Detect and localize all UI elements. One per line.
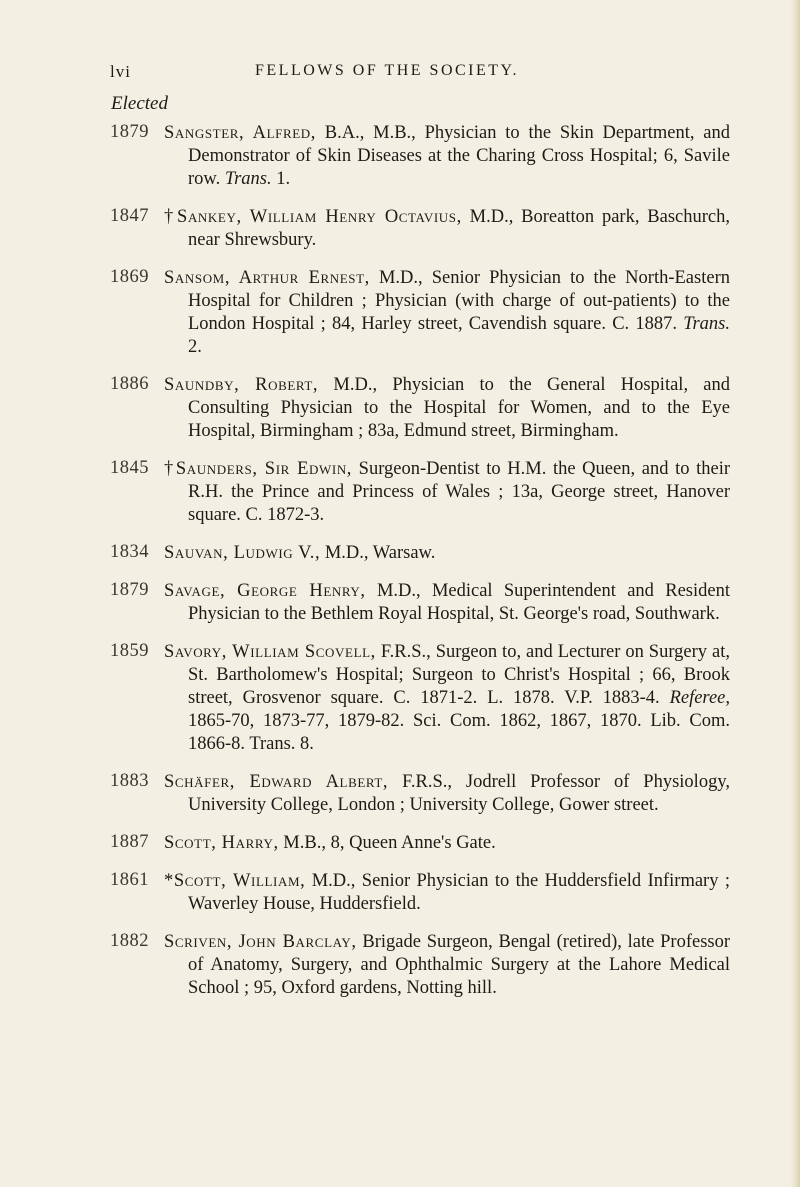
entry-year: 1834 (110, 542, 149, 562)
entry-text (164, 832, 730, 855)
entry-name: †Sankey, William Henry Octavius, (164, 207, 462, 227)
entry-name: Savage, George Henry, (164, 581, 366, 601)
entry-year: 1887 (110, 832, 149, 852)
page-number: lvi (110, 62, 131, 81)
entry-text (164, 931, 730, 1000)
entry-year: 1869 (110, 267, 149, 287)
entry-text (164, 374, 730, 443)
entry-year: 1859 (110, 641, 149, 661)
running-head: FELLOWS OF THE SOCIETY. (255, 62, 520, 79)
list-item (110, 832, 730, 855)
entry-details: M.D., Physician to the General Hospital, and Consulting Physician to the Hospital for Women, and to the Eye Hospital, Birmingham ; 83a, Edmund street, Birmingham. (188, 375, 731, 441)
entry-name: Saundby, Robert, (164, 375, 319, 395)
entry-name: Sansom, Arthur Ernest, (164, 268, 370, 288)
entry-details: Brigade Surgeon, Bengal (retired), late Professor of Anatomy, Surgery, and Ophthalmic Surgery at the Lahore Medical School ; 95, Oxford gardens, Notting hill. (188, 932, 730, 998)
list-item (110, 771, 730, 817)
entry-details: M.B., 8, Queen Anne's Gate. (278, 833, 496, 853)
section-label: Elected (111, 93, 168, 114)
list-item (110, 641, 730, 756)
entry-ref: Trans. (683, 314, 730, 334)
list-item (110, 458, 730, 527)
entry-year: 1882 (110, 931, 149, 951)
entry-text (164, 771, 730, 817)
entry-text (164, 458, 730, 527)
entry-text (164, 870, 730, 916)
entry-text (164, 206, 730, 252)
entry-text (164, 580, 730, 626)
entry-year: 1861 (110, 870, 149, 890)
list-item (110, 267, 730, 359)
entry-details: M.D., Warsaw. (320, 543, 436, 563)
entry-details: M.D., Medical Superintendent and Resident Physician to the Bethlem Royal Hospital, St. George's road, Southwark. (188, 581, 730, 624)
entry-details: M.D., Senior Physician to the Huddersfield Infirmary ; Waverley House, Huddersfield. (188, 871, 730, 914)
entry-name: Schäfer, Edward Albert, (164, 772, 389, 792)
entry-text (164, 267, 730, 359)
entry-details-tail: 1865-70, 1873-77, 1879-82. Sci. Com. 1862, 1867, 1870. Lib. Com. 1866-8. Trans. 8. (188, 711, 730, 754)
entry-year: 1879 (110, 580, 149, 600)
entry-text (164, 641, 730, 756)
entry-text (164, 122, 730, 191)
entry-details: B.A., M.B., Physician to the Skin Department, and Demonstrator of Skin Diseases at the Charing Cross Hospital; 6, Savile row. (188, 123, 730, 189)
entry-ref: Referee, (669, 688, 730, 708)
list-item (110, 374, 730, 443)
entry-year: 1845 (110, 458, 149, 478)
list-item (110, 870, 730, 916)
entry-name: Scriven, John Barclay, (164, 932, 357, 952)
fellows-list (110, 122, 730, 1015)
entry-name: *Scott, William, (164, 871, 306, 891)
page-edge (790, 0, 800, 1187)
list-item (110, 580, 730, 626)
entry-text (164, 542, 730, 565)
page-header (110, 62, 730, 86)
entry-details: M.D., Senior Physician to the North-Eastern Hospital for Children ; Physician (with charge of out-patients) to the London Hospital ; 84, Harley street, Cavendish square. C. 1887. (188, 268, 730, 334)
entry-details: F.R.S., Jodrell Professor of Physiology, University College, London ; University College, Gower street. (188, 772, 730, 815)
entry-details: M.D., Boreatton park, Baschurch, near Shrewsbury. (188, 207, 731, 250)
entry-name: Savory, William Scovell, (164, 642, 376, 662)
entry-year: 1883 (110, 771, 149, 791)
list-item (110, 931, 730, 1000)
list-item (110, 542, 730, 565)
entry-details-tail: 1. (271, 169, 291, 189)
entry-details-tail: 2. (188, 337, 202, 357)
entry-name: Scott, Harry, (164, 833, 279, 853)
entry-name: †Saunders, Sir Edwin, (164, 459, 353, 479)
entry-ref: Trans. (224, 169, 272, 189)
list-item (110, 206, 730, 252)
entry-year: 1879 (110, 122, 149, 142)
entry-name: Sauvan, Ludwig V., (164, 543, 321, 563)
entry-details: Surgeon-Dentist to H.M. the Queen, and to their R.H. the Prince and Princess of Wales ; 13a, George street, Hanover square. C. 1872-3. (188, 459, 730, 525)
entry-year: 1886 (110, 374, 149, 394)
entry-year: 1847 (110, 206, 149, 226)
list-item (110, 122, 730, 191)
entry-details: F.R.S., Surgeon to, and Lecturer on Surgery at, St. Bartholomew's Hospital; Surgeon to Christ's Hospital ; 66, Brook street, Grosvenor square. C. 1871-2. L. 1878. V.P. 1883-4. (188, 642, 730, 708)
entry-name: Sangster, Alfred, (164, 123, 316, 143)
